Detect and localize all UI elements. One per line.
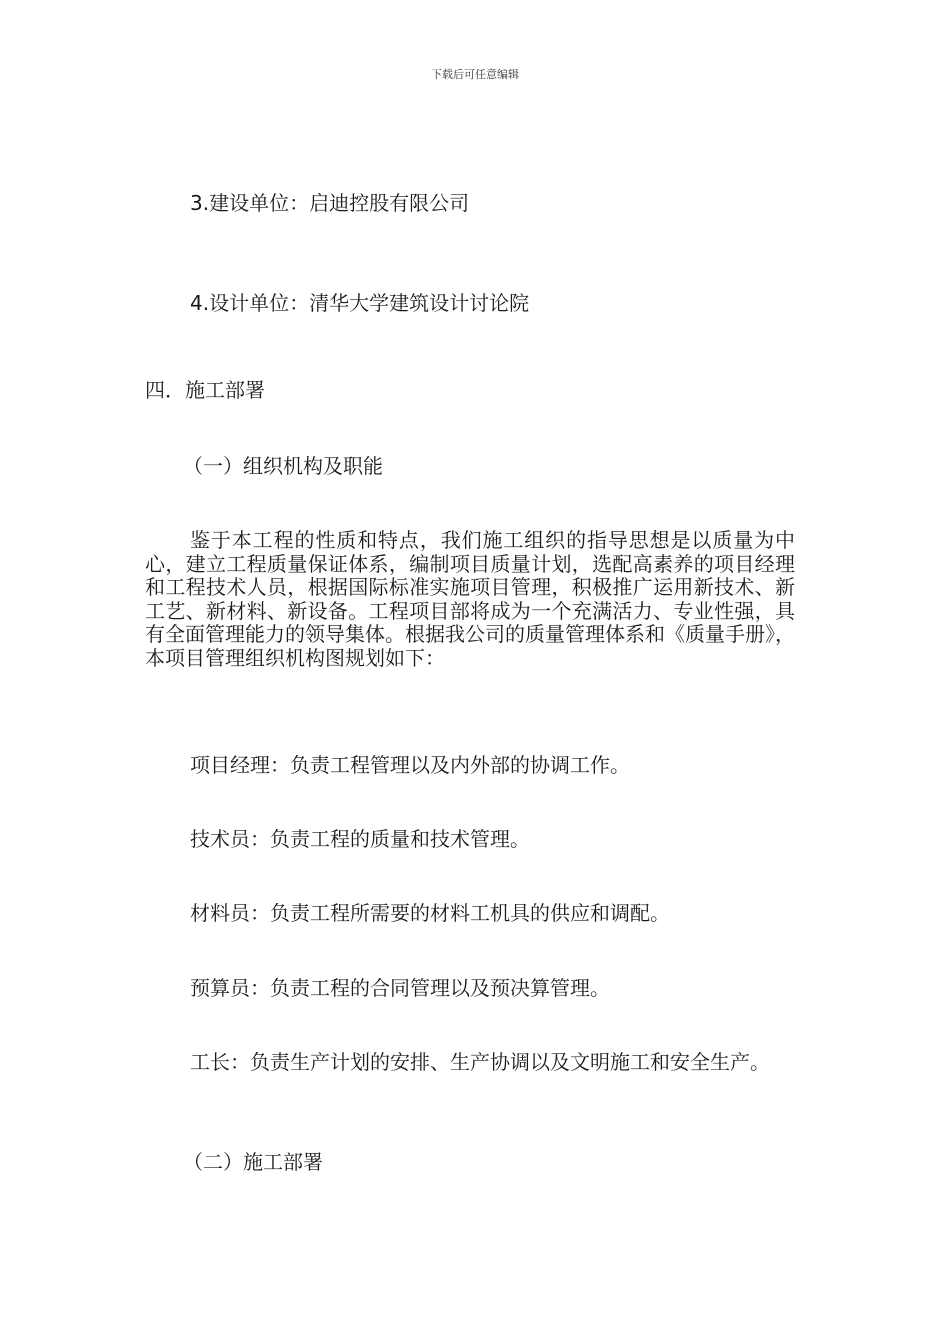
- design-unit-line: 4.设计单位：清华大学建筑设计讨论院: [190, 291, 530, 315]
- subheading-deployment: （二）施工部署: [183, 1150, 323, 1174]
- organization-paragraph: 鉴于本工程的性质和特点，我们施工组织的指导思想是以质量为中心，建立工程质量保证体系，编制项目质量计划，选配高素养的项目经理和工程技术人员，根据国际标准实施项目管理，积极推广运用新技术、新工艺、新材料、新设备。工程项目部将成为一个充满活力、专业性强，具有全面管理能力的领导集体。根据我公司的质量管理体系和《质量手册》，本项目管理组织机构图规划如下：: [145, 528, 795, 670]
- role-material-officer: 材料员：负责工程所需要的材料工机具的供应和调配。: [190, 901, 670, 925]
- role-project-manager: 项目经理：负责工程管理以及内外部的协调工作。: [190, 753, 630, 777]
- page-header-note: 下载后可任意编辑: [431, 68, 519, 81]
- role-technician: 技术员：负责工程的质量和技术管理。: [190, 827, 530, 851]
- section-heading-construction-deployment: 四．施工部署: [145, 378, 265, 402]
- role-foreman: 工长：负责生产计划的安排、生产协调以及文明施工和安全生产。: [190, 1050, 770, 1074]
- construction-unit-line: 3.建设单位：启迪控股有限公司: [190, 191, 470, 215]
- subheading-organization: （一）组织机构及职能: [183, 454, 383, 478]
- role-budget-officer: 预算员：负责工程的合同管理以及预决算管理。: [190, 976, 610, 1000]
